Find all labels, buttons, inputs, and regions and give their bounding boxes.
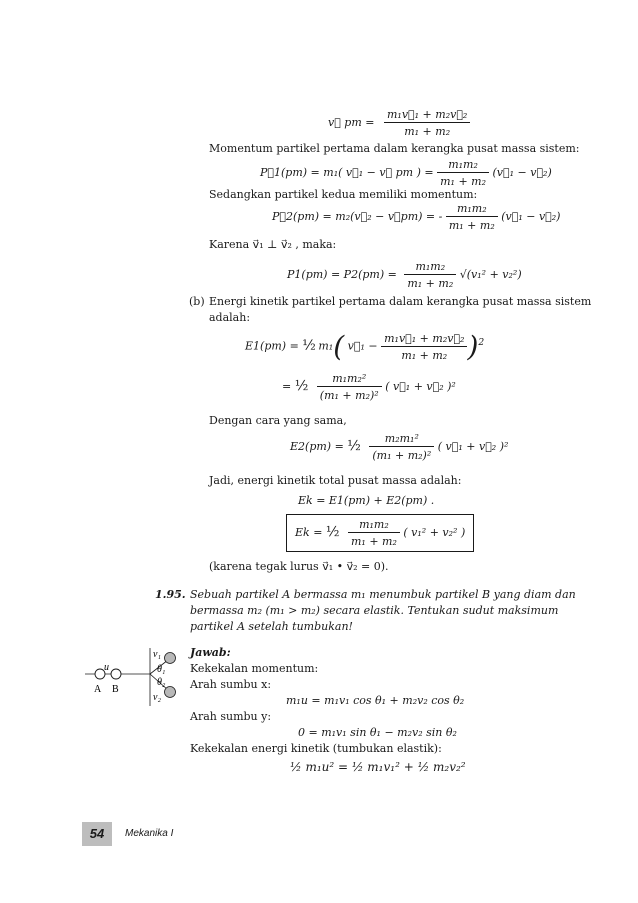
figure-label-b: B	[112, 684, 119, 695]
eq-p2-rhs: (v⃗₁ − v⃗₂)	[501, 210, 561, 223]
eq-vpm-den: m₁ + m₂	[404, 125, 451, 138]
particle-b-after-circle	[165, 687, 176, 698]
text-axis-x: Arah sumbu x:	[190, 678, 272, 691]
eq-e1a	[245, 330, 484, 363]
eq-ek2-fraction	[348, 518, 400, 548]
problem-text3: partikel A setelah tumbukan!	[190, 620, 353, 633]
eq-e1b-fraction	[317, 372, 382, 402]
text-axis-y: Arah sumbu y:	[190, 710, 272, 723]
particle-b-circle	[111, 669, 121, 679]
particle-a-after-circle	[165, 653, 176, 664]
problem-number: 1.95.	[155, 588, 186, 601]
eq-vpm-num: m₁v⃗₁ + m₂v⃗₂	[384, 108, 470, 123]
eq-p1p2-fraction	[404, 260, 456, 290]
eq-ek2-den: m₁ + m₂	[351, 535, 397, 548]
answer-label: Jawab:	[190, 646, 231, 659]
eq-p2-num: m₁m₂	[446, 202, 498, 217]
eq-p1p2-den: m₁ + m₂	[407, 277, 454, 290]
book-title: Mekanika I	[125, 828, 174, 839]
eq-e1b-half: ½	[294, 378, 308, 394]
eq-p1	[260, 158, 552, 188]
eq-p1-rhs: (v⃗₁ − v⃗₂)	[492, 166, 552, 179]
eq-p1-den: m₁ + m₂	[440, 175, 487, 188]
eq-p1-fraction	[437, 158, 489, 188]
eq-p1p2	[287, 260, 522, 290]
eq-ek2-num: m₁m₂	[348, 518, 400, 533]
eq-vpm	[328, 108, 470, 138]
eq-ek2-lhs: Ek =	[295, 526, 323, 539]
eq-e2-num: m₂m₁²	[369, 432, 434, 447]
eq-e1a-den: m₁ + m₂	[401, 348, 448, 362]
eq-e2-lhs: E2(pm) =	[290, 440, 344, 453]
eq-e1b-num: m₁m₂²	[317, 372, 382, 387]
eq-e1b	[282, 372, 456, 402]
eq-y: 0 = m₁v₁ sin θ₁ − m₂v₂ sin θ₂	[298, 726, 457, 739]
eq-e2-fraction	[369, 432, 434, 462]
eq-e1a-mid: v⃗₁ −	[347, 339, 378, 353]
page-number: 54	[82, 822, 112, 846]
figure-label-u: u	[104, 662, 109, 673]
figure-label-v2: v₂	[153, 692, 161, 703]
eq-e1a-num: m₁v⃗₁ + m₂v⃗₂	[381, 332, 467, 347]
eq-e1a-open-paren: (	[333, 330, 345, 363]
figure-label-a: A	[94, 684, 102, 695]
eq-x: m₁u = m₁v₁ cos θ₁ + m₂v₂ cos θ₂	[286, 694, 465, 707]
eq-p2-lhs: P⃗2(pm) = m₂(v⃗₂ − v⃗pm) = -	[272, 210, 443, 223]
figure-label-t2: θ₂	[157, 677, 166, 688]
eq-e1b-den: (m₁ + m₂)²	[319, 389, 379, 402]
eq-ek2-rhs: ( v₁² + v₂² )	[403, 526, 466, 539]
eq-p1p2-num: m₁m₂	[404, 260, 456, 275]
eq-vpm-lhs: v⃗ pm =	[328, 116, 375, 129]
eq-e1a-fraction	[381, 332, 467, 362]
eq-e1b-lhs: =	[282, 380, 292, 393]
eq-p1-num: m₁m₂	[437, 158, 489, 173]
text-momentum-first: Momentum partikel pertama dalam kerangka pusat massa sistem:	[209, 142, 580, 155]
eq-e2-half: ½	[347, 438, 360, 454]
eq-energy: ½ m₁u² = ½ m₁v₁² + ½ m₂v₂²	[290, 760, 466, 774]
eq-p2-den: m₁ + m₂	[448, 219, 495, 232]
eq-p1p2-rhs: √(v₁² + v₂²)	[459, 268, 522, 281]
text-second-momentum: Sedangkan partikel kedua memiliki momentum:	[209, 188, 478, 201]
eq-p1p2-lhs: P1(pm) = P2(pm) =	[287, 268, 397, 281]
text-karena: Karena v⃗₁ ⊥ v⃗₂ , maka:	[209, 238, 337, 251]
figure-label-t1: θ₁	[157, 664, 166, 675]
part-b-text1: Energi kinetik partikel pertama dalam kerangka pusat massa sistem	[209, 295, 592, 308]
text-energy: Kekekalan energi kinetik (tumbukan elastik):	[190, 742, 442, 755]
problem-text2: bermassa m₂ (m₁ > m₂) secara elastik. Tentukan sudut maksimum	[190, 604, 559, 617]
eq-e1a-lhs: E1(pm) =	[245, 339, 299, 353]
text-same-way: Dengan cara yang sama,	[209, 414, 347, 427]
eq-e1a-half: ½	[302, 337, 315, 354]
eq-p2-fraction	[446, 202, 498, 232]
eq-ek1: Ek = E1(pm) + E2(pm) .	[298, 494, 435, 507]
figure-label-v1: v₁	[153, 649, 161, 660]
problem-text1: Sebuah partikel A bermassa m₁ menumbuk partikel B yang diam dan	[190, 588, 576, 601]
eq-e1a-close-paren: )	[467, 330, 479, 363]
eq-e1a-m: m₁	[318, 339, 334, 353]
collision-figure	[80, 648, 190, 708]
part-b-label: (b)	[189, 295, 205, 308]
text-total: Jadi, energi kinetik total pusat massa adalah:	[209, 474, 462, 487]
text-karena-tegak: (karena tegak lurus v⃗₁ • v⃗₂ = 0).	[209, 560, 389, 573]
part-b-text2: adalah:	[209, 311, 251, 324]
eq-e2	[290, 432, 508, 462]
eq-ek2-box	[286, 514, 474, 552]
eq-e1b-rhs: ( v⃗₁ + v⃗₂ )²	[385, 380, 456, 393]
eq-e2-den: (m₁ + m₂)²	[372, 449, 432, 462]
eq-e2-rhs: ( v⃗₁ + v⃗₂ )²	[437, 440, 509, 453]
text-conservation-momentum: Kekekalan momentum:	[190, 662, 319, 675]
eq-e1a-exp: 2	[478, 336, 485, 348]
eq-vpm-fraction	[384, 108, 470, 138]
eq-p2	[272, 202, 560, 232]
eq-p1-lhs: P⃗1(pm) = m₁( v⃗₁ − v⃗ pm ) =	[260, 166, 434, 179]
eq-ek2-half: ½	[325, 524, 339, 540]
